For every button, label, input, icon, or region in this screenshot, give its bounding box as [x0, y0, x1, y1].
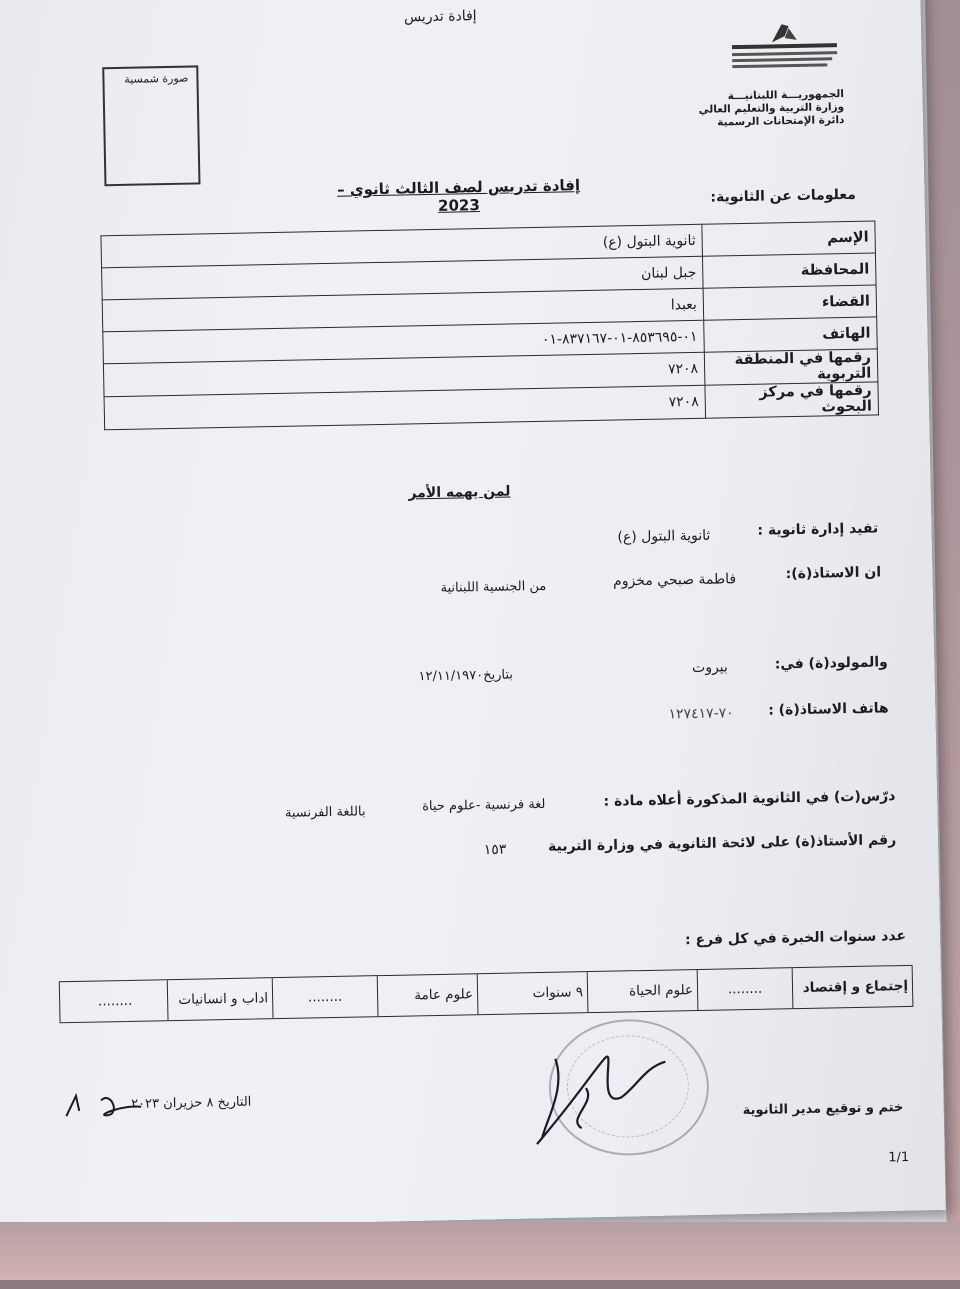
- taught-label: درّس(ت) في الثانوية المذكورة أعلاه مادة :: [603, 788, 896, 810]
- top-title: إفادة تدريس: [403, 8, 477, 26]
- ministry-logo-icon: [727, 23, 843, 95]
- org-line1: الجمهوريـــة اللبنانيـــة: [727, 88, 844, 103]
- teacher-name: فاطمة صبحي مخزوم: [612, 571, 737, 590]
- language: باللغة الفرنسية: [284, 804, 366, 821]
- org-line3: دائرة الإمتحانات الرسمية: [717, 114, 845, 129]
- phone-value: ٧٠-١٢٧٤١٧: [668, 705, 734, 723]
- date: التاريخ ٨ حزيران ٢٠٢٣: [130, 1094, 252, 1112]
- branch-years: ........: [272, 976, 378, 1018]
- born-place: بيروت: [691, 659, 729, 677]
- nationality: من الجنسية اللبنانية: [440, 578, 547, 596]
- experience-title: عدد سنوات الخبرة في كل فرع :: [684, 927, 907, 949]
- stamp-label: ختم و توقيع مدير الثانوية: [742, 1100, 904, 1119]
- row-label: رقمها في مركز البحوث: [705, 382, 879, 418]
- experience-table: [59, 965, 914, 1023]
- row-label: القضاء: [703, 285, 877, 320]
- teacher-label: ان الاستاذ(ة):: [785, 564, 882, 583]
- school-admin-value: ثانوية البتول (ع): [617, 527, 711, 546]
- bottom-fabric: [0, 1222, 960, 1280]
- born-date: بتاريخ١٢/١١/١٩٧٠: [418, 667, 514, 685]
- branch-label: علوم عامة: [377, 974, 478, 1016]
- school-admin-label: تفيد إدارة ثانوية :: [757, 520, 879, 539]
- row-value: ٠١-٨٥٣٦٩٥-٠١-٨٣٧١٦٧-٠١: [103, 320, 705, 364]
- row-value: ٧٢٠٨: [104, 385, 706, 430]
- page-number: 1/1: [888, 1149, 910, 1166]
- org-line2: وزارة التربية والتعليم العالي: [698, 101, 845, 116]
- branch-label: اداب و انسانيات: [167, 978, 273, 1020]
- subject: لغة فرنسية -علوم حياة: [421, 796, 546, 815]
- to-whom-heading: لمن يهمه الأمر: [408, 483, 511, 502]
- principal-signature: [525, 1026, 677, 1154]
- branch-years: ........: [97, 992, 133, 1010]
- reg-value: ١٥٣: [483, 841, 507, 859]
- row-label: الإسم: [702, 221, 876, 256]
- branch-label: إجتماع و إقتصاد: [792, 966, 913, 1008]
- row-label: المحافظة: [702, 253, 876, 288]
- branch-years: ........: [697, 968, 793, 1010]
- photo-label: صورة شمسية: [124, 71, 189, 86]
- main-title: إفادة تدريس لصف الثالث ثانوي – 2023: [336, 176, 581, 215]
- born-label: والمولود(ة) في:: [774, 654, 888, 673]
- row-value: جبل لبنان: [102, 256, 704, 300]
- row-label: الهاتف: [704, 317, 878, 352]
- branch-label: علوم الحياة: [587, 970, 698, 1012]
- row-label: رقمها في المنطقة التربوية: [704, 349, 878, 385]
- reg-label: رقم الأستاذ(ة) على لائحة الثانوية في وزارة التربية: [547, 832, 897, 855]
- row-value: بعبدا: [102, 288, 704, 332]
- row-value: ٧٢٠٨: [103, 352, 705, 397]
- school-info-title: معلومات عن الثانوية:: [710, 186, 856, 206]
- school-info-table: [100, 220, 879, 430]
- row-value: ثانوية البتول (ع): [101, 224, 703, 268]
- branch-years: ٩ سنوات: [477, 972, 588, 1014]
- phone-label: هاتف الاستاذ(ة) :: [768, 700, 889, 719]
- photo-box: [102, 65, 200, 186]
